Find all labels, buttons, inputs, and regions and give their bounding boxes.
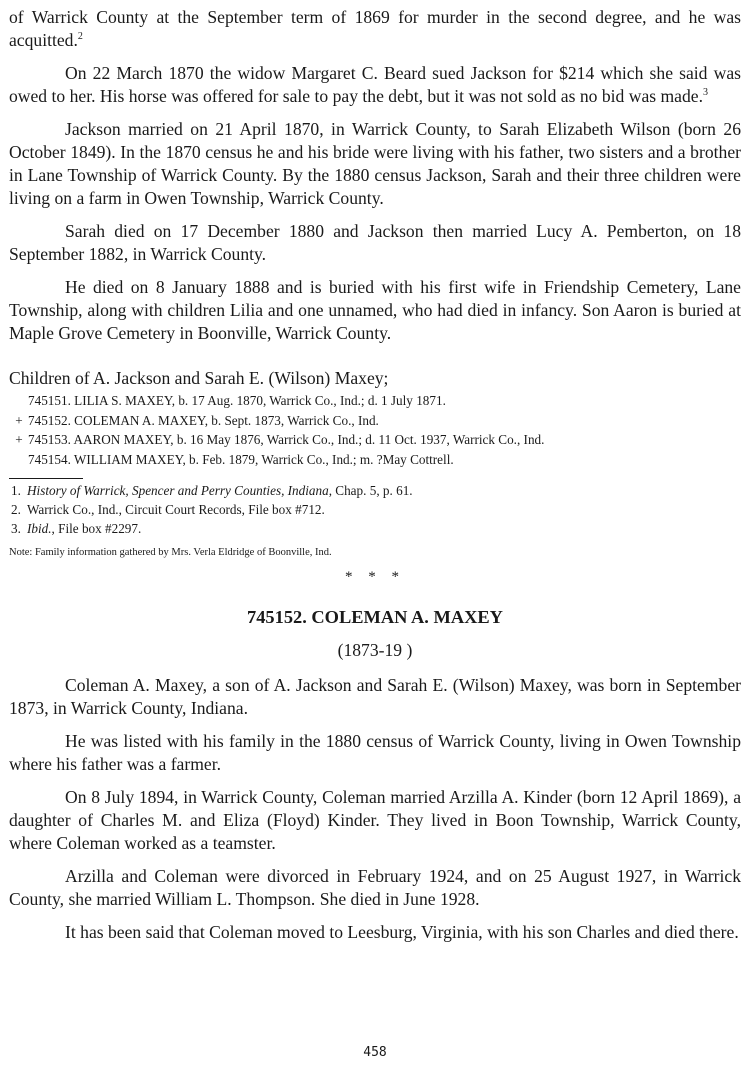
list-item — [9, 391, 741, 411]
footnotes — [9, 481, 741, 539]
child-number: 745154. — [28, 451, 71, 467]
paragraph-sarah-death: Sarah died on 17 December 1880 and Jackson then married Lucy A. Pemberton, on 18 September 1882, in Warrick County. — [9, 221, 741, 264]
paragraph-coleman-birth: Coleman A. Maxey, a son of A. Jackson and Sarah E. (Wilson) Maxey, was born in September 1873, in Warrick County, Indiana. — [9, 674, 741, 718]
paragraph-divorce: Arzilla and Coleman were divorced in February 1924, and on 25 August 1927, in Warrick County, she married William L. Thompson. She died in June 1928. — [9, 865, 741, 909]
list-item — [9, 411, 741, 431]
source-note: Note: Family information gathered by Mrs. Verla Eldridge of Boonville, Ind. — [9, 546, 332, 558]
paragraph-lawsuit — [9, 62, 741, 108]
child-mark: + — [15, 412, 23, 428]
child-number: 745152. — [28, 412, 71, 428]
child-text: LILIA S. MAXEY, b. 17 Aug. 1870, Warrick Co., Ind.; d. 1 July 1871. — [74, 393, 446, 408]
footnote-title: History of Warrick, Spencer and Perry Counties, Indiana — [27, 483, 329, 498]
paragraph-jackson-death: He died on 8 January 1888 and is buried with his first wife in Friendship Cemetery, Lane Township, along with children Lilia and one unnamed, who had died in infancy. Son Aaron is buried at Maple Grove Cemetery in Boonville, Warrick County. — [9, 277, 741, 343]
child-mark: + — [15, 432, 23, 447]
paragraph-leesburg: It has been said that Coleman moved to Leesburg, Virginia, with his son Charles and died there. — [65, 921, 739, 942]
child-text: WILLIAM MAXEY, b. Feb. 1879, Warrick Co., Ind.; m. ?May Cottrell. — [73, 451, 454, 467]
list-item — [9, 450, 741, 470]
footnote-ref: 2 — [77, 31, 83, 43]
footnote-title: Ibid. — [27, 521, 52, 537]
paragraph-coleman-census: He was listed with his family in the 1880 census of Warrick County, living in Owen Township where his father was a farmer. — [9, 730, 741, 774]
paragraph-text: of Warrick County at the September term of 1869 for murder in the second degree, and he was acquitted. — [9, 7, 741, 50]
section-separator: * * * — [345, 568, 405, 585]
footnote — [9, 481, 741, 500]
footnote-number: 1. — [11, 483, 21, 498]
child-number: 745153. — [28, 432, 71, 447]
footnote-number: 3. — [11, 521, 21, 537]
footnote — [9, 500, 741, 519]
section-dates: (1873-19 ) — [337, 639, 413, 660]
paragraph-coleman-marriage: On 8 July 1894, in Warrick County, Coleman married Arzilla A. Kinder (born 12 April 1869), a daughter of Charles M. and Eliza (Floyd) Kinder. They lived in Boon Township, Warrick County, where Coleman worked as a teamster. — [9, 786, 741, 853]
paragraph-marriage: Jackson married on 21 April 1870, in Warrick County, to Sarah Elizabeth Wilson (born 26 October 1849). In the 1870 census he and his bride were living with his father, two sisters and a brother in Lane Township of Warrick County. By the 1880 census Jackson, Sarah and their three children were living on a farm in Owen Township, Warrick County. — [9, 119, 741, 208]
footnote-number: 2. — [11, 502, 21, 518]
footnote-divider — [9, 478, 83, 479]
children-list — [9, 391, 741, 469]
child-text: COLEMAN A. MAXEY, b. Sept. 1873, Warrick Co., Ind. — [74, 412, 379, 428]
paragraph-text: On 22 March 1870 the widow Margaret C. Beard sued Jackson for $214 which she said was owed to her. His horse was offered for sale to pay the debt, but it was not sold as no bid was made. — [9, 63, 741, 106]
child-number: 745151. — [28, 393, 71, 408]
section-title: 745152. COLEMAN A. MAXEY — [247, 606, 503, 627]
footnote-text: , Chap. 5, p. 61. — [328, 483, 413, 498]
children-heading: Children of A. Jackson and Sarah E. (Wilson) Maxey; — [9, 368, 389, 388]
page-number: 458 — [363, 1045, 387, 1060]
footnote-ref: 3 — [703, 87, 708, 99]
document-page — [9, 6, 741, 944]
list-item — [9, 430, 741, 450]
child-text: AARON MAXEY, b. 16 May 1876, Warrick Co., Ind.; d. 11 Oct. 1937, Warrick Co., Ind. — [73, 432, 545, 447]
paragraph-acquittal — [9, 6, 741, 52]
footnote-text: Warrick Co., Ind., Circuit Court Records, File box #712. — [27, 502, 325, 518]
footnote-text: , File box #2297. — [51, 521, 142, 537]
footnote — [9, 519, 741, 538]
